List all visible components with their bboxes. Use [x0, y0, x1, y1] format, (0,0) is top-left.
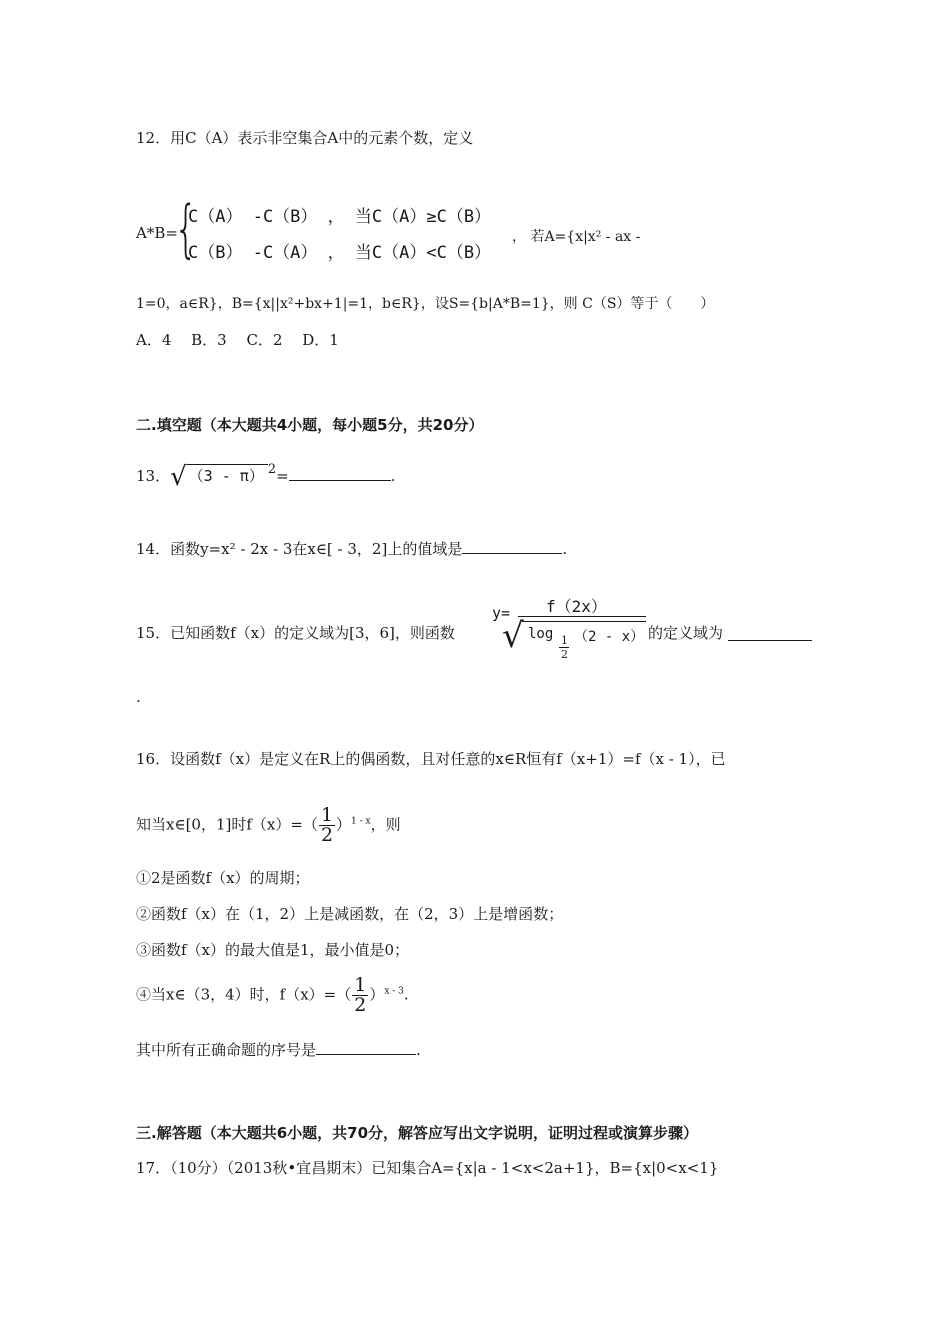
q12-condition-tail: ， 若A={x|x² - ax - — [512, 229, 641, 245]
q16-question-text: 其中所有正确命题的序号是 — [136, 1041, 317, 1059]
q16-exponent: 1 - x — [351, 816, 371, 827]
q15-base-den: 2 — [561, 648, 568, 661]
q15-fraction-bar — [518, 616, 646, 617]
q15-tail: 的定义域为 — [648, 624, 724, 642]
q16-frac-den: 2 — [320, 824, 334, 846]
q16-item-4-frac-den: 2 — [354, 994, 367, 1016]
q16-frac-num: 1 — [320, 804, 334, 826]
q15 — [136, 590, 836, 670]
q16-question-period: . — [416, 1041, 421, 1059]
q15-log: log — [528, 626, 554, 642]
q15-y: y= — [492, 604, 511, 622]
q14-period: . — [562, 540, 568, 558]
q14-text: 14．函数y=x² - 2x - 3在x∈[ - 3，2]上的值域是 — [136, 540, 463, 558]
q16-item-4-frac-num: 1 — [354, 974, 367, 996]
q13-number: 13． — [136, 467, 171, 485]
q16-item-4-fraction — [352, 976, 368, 1015]
q12-lhs: A*B= — [136, 224, 178, 242]
q12-case-2: C（B） -C（A） ， 当C（A）<C（B） — [188, 243, 492, 263]
q16-line1: 16．设函数f（x）是定义在R上的偶函数，且对任意的x∈R恒有f（x+1）=f（x - 1），已 — [136, 750, 726, 768]
q13-period: . — [390, 467, 396, 485]
q13-answer-blank[interactable] — [289, 464, 391, 481]
q16-item-4 — [136, 976, 409, 1015]
q15-text: 15．已知函数f（x）的定义域为[3，6]，则函数 — [136, 624, 455, 642]
q16-question — [136, 1038, 421, 1060]
q14 — [136, 537, 567, 559]
q15-answer-blank[interactable] — [728, 624, 812, 641]
q16-fraction — [319, 806, 335, 845]
q12-options: A．4 B．3 C．2 D．1 — [136, 331, 339, 349]
q15-argument: （2 - x） — [574, 629, 645, 645]
q15-period: . — [136, 688, 141, 706]
radical-icon: √ — [170, 462, 187, 492]
radical-icon: √ — [502, 616, 524, 656]
q13-radicand: （3 - π） — [187, 464, 268, 485]
q15-base-num: 1 — [561, 634, 568, 647]
q16-item-2: ②函数f（x）在（1，2）上是减函数，在（2，3）上是增函数； — [136, 905, 564, 923]
q16-line2-post: ，则 — [370, 815, 401, 834]
q16-item-4-pre: ④当x∈（3，4）时，f（x）=（ — [136, 985, 352, 1004]
section3-heading: 三.解答题（本大题共6小题，共70分，解答应写出文字说明，证明过程或演算步骤） — [136, 1124, 699, 1142]
q16-item-4-paren: ） — [369, 985, 385, 1004]
q16-item-1: ①2是函数f（x）的周期； — [136, 869, 310, 887]
q15-numerator: f（2x） — [546, 597, 607, 616]
q17-text: 17．（10分）（2013秋•宜昌期末）已知集合A={x|a - 1<x<2a+1}，B={x|0<x<1} — [136, 1159, 719, 1177]
q16-line2-pre: 知当x∈[0，1]时f（x）=（ — [136, 815, 318, 834]
section2-heading: 二.填空题（本大题共4小题，每小题5分，共20分） — [136, 416, 484, 434]
q16-item-3: ③函数f（x）的最大值是1，最小值是0； — [136, 941, 410, 959]
q16-answer-blank[interactable] — [316, 1038, 416, 1055]
q13 — [136, 458, 396, 492]
q13-exponent: 2 — [267, 462, 277, 477]
q13-equals: = — [276, 467, 289, 485]
left-brace-icon: { — [174, 192, 198, 265]
q15-radical-bar — [522, 621, 646, 622]
q12-intro: 12．用C（A）表示非空集合A中的元素个数，定义 — [136, 129, 474, 147]
q14-answer-blank[interactable] — [462, 537, 562, 554]
q16-item-4-post: . — [403, 985, 409, 1004]
q12-line2: 1=0，a∈R}，B={x||x²+bx+1|=1，b∈R}，设S={b|A*B=1}，则 C（S）等于（ ） — [136, 296, 715, 312]
q16-line2 — [136, 806, 401, 845]
q16-paren: ） — [336, 815, 352, 834]
q12-case-1: C（A） -C（B） ， 当C（A）≥C（B） — [188, 207, 492, 227]
q16-item-4-exponent: x - 3 — [384, 986, 404, 997]
